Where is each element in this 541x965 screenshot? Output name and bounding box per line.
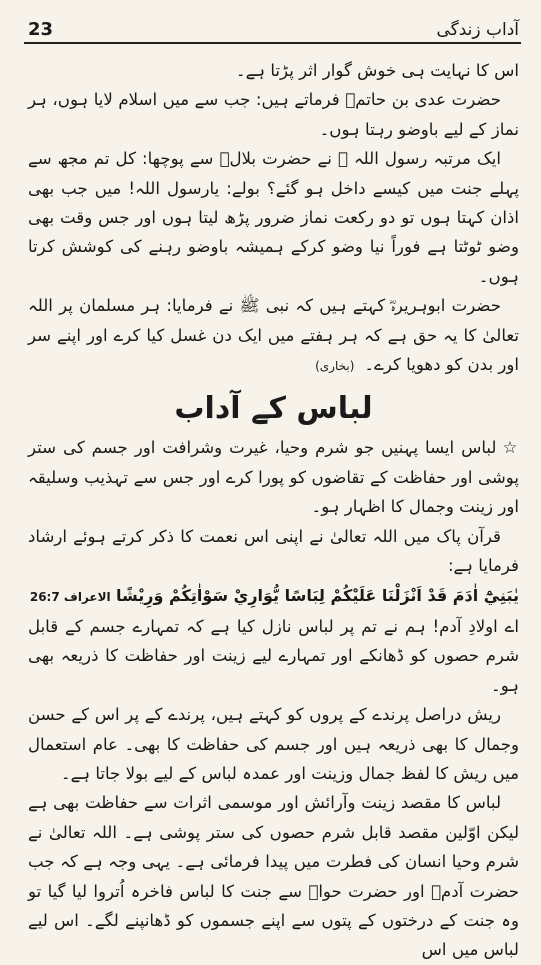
quran-ayah: يٰبَنِيْٓ اٰدَمَ قَدْ اَنْزَلْنَا عَلَيْكُمْ لِبَاسًا يُّوَارِيْ سَوْاٰتِكُمْ وَرِيْشًا <box>115 585 519 605</box>
page-body <box>28 56 519 965</box>
paragraph-1: اس کا نہایت ہی خوش گوار اثر پڑتا ہے۔ <box>235 61 519 80</box>
paragraph-5-text: لباس ایسا پہنیں جو شرم وحیا، غیرت وشرافت اور جسم کی ستر پوشی اور حفاظت کے تقاضوں کو پورا کرے اور جس سے تہذیب وسلیقہ اور زینت وجمال کا اظہار ہو۔ <box>28 438 519 517</box>
ayah-reference: الاعراف 26:7 <box>29 589 111 604</box>
paragraph-4 <box>28 291 519 381</box>
paragraph-7: اے اولادِ آدم! ہم نے تم پر لباس نازل کیا ہے کہ تمہارے جسم کے قابل شرم حصوں کو ڈھانکے اور تمہارے لیے زینت اور حفاظت کا ذریعہ بھی ہو۔ <box>28 616 519 695</box>
paragraph-8: ریش دراصل پرندے کے پروں کو کہتے ہیں، پرندے کے پر اس کے حسن وجمال کا بھی ذریعہ ہیں اور جسم کی حفاظت کا بھی۔ عام استعمال میں ریش کا لفظ جمال وزینت اور عمدہ لباس کے لیے بولا جاتا ہے۔ <box>28 705 519 783</box>
star-icon: ☆ <box>502 438 519 458</box>
paragraph-5 <box>28 433 519 521</box>
hadith-reference: (بخاری) <box>315 359 355 374</box>
page-header <box>28 6 519 40</box>
ayah-line <box>28 581 519 612</box>
paragraph-9: لباس کا مقصد زینت وآرائش اور موسمی اثرات سے حفاظت بھی ہے لیکن اوّلین مقصد قابل شرم حصوں کی ستر پوشی ہے۔ اللہ تعالیٰ نے شرم وحیا انسان کی فطرت میں پیدا فرمائی ہے۔ یہی وجہ ہے کہ جب حضرت آدمؑ اور حضرت حواؑ سے جنت کا لباس فاخرہ اُتروا لیا گیا تو وہ جنت کے درختوں کے پتوں سے اپنے جسموں کو ڈھانپنے لگے۔ اس لیے لباس میں اس <box>28 793 519 960</box>
paragraph-2: حضرت عدی بن حاتمؓ فرماتے ہیں: جب سے میں اسلام لایا ہوں، ہر نماز کے لیے باوضو رہتا ہوں۔ <box>28 90 519 139</box>
running-title: آداب زندگی <box>436 20 519 40</box>
header-rule <box>24 42 521 44</box>
paragraph-4-text: حضرت ابوہریرہؓ کہتے ہیں کہ نبی ﷺ نے فرمایا: ہر مسلمان پر اللہ تعالیٰ کا یہ حق ہے کہ ہر ہفتے میں ایک دن غسل کیا کرے اور اپنے سر اور بدن کو دھویا کرے۔ <box>28 296 519 375</box>
paragraph-3: ایک مرتبہ رسول اللہ ﷺ نے حضرت بلالؓ سے پوچھا: کل تم مجھ سے پہلے جنت میں کیسے داخل ہو گئے؟ بولے: یارسول اللہ! میں جب بھی اذان کہتا ہوں تو دو رکعت نماز ضرور پڑھ لیتا ہوں اور جس وقت بھی وضو ٹوٹتا ہے فوراً نیا وضو کرکے ہمیشہ باوضو رہنے کی کوشش کرتا ہوں۔ <box>28 149 519 286</box>
paragraph-6: قرآن پاک میں اللہ تعالیٰ نے اپنی اس نعمت کا ذکر کرتے ہوئے ارشاد فرمایا ہے: <box>28 526 519 576</box>
section-heading: لباس کے آداب <box>174 391 373 427</box>
page-number: 23 <box>28 19 54 40</box>
